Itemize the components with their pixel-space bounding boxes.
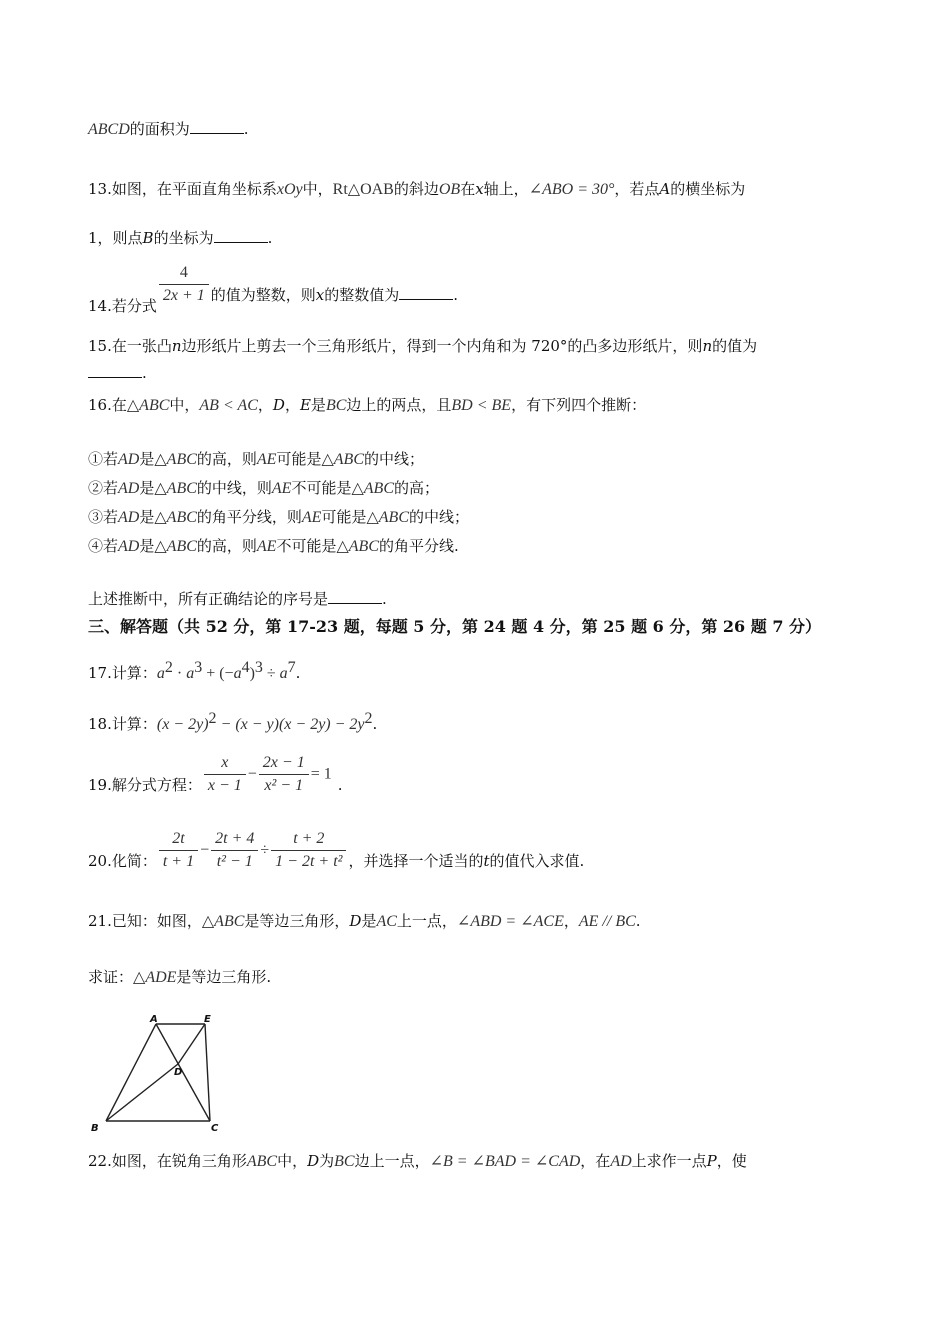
label-b: B xyxy=(91,1123,99,1134)
question-16: 16.在△ABC中，AB < AC，D，E是BC边上的两点，且BD < BE，有下列四个推断： xyxy=(88,396,647,414)
answer-blank[interactable] xyxy=(190,119,244,134)
segment-ab xyxy=(106,1024,156,1121)
section-heading: 三、解答题（共 52 分，第 17-23 题，每题 5 分，第 24 题 4 分，第 25 题 6 分，第 26 题 7 分） xyxy=(88,617,822,636)
fraction: $\frac{2t + 4}{\text{t² − 1}}$ xyxy=(211,828,258,873)
label-d: D xyxy=(174,1067,183,1078)
question-15-cont: . xyxy=(88,362,147,384)
question-22: 22.如图，在锐角三角形ABC中，D为BC边上一点，∠B = ∠BAD = ∠CAD，在AD上求作一点P，使 xyxy=(88,1152,747,1170)
question-14: 14.若分式 $\frac{4}{2x + 1}$ 的值为整数，则x的整数值为 . xyxy=(88,264,459,315)
triangle-figure xyxy=(88,1012,233,1134)
answer-blank[interactable] xyxy=(399,285,453,300)
fraction: $\frac{4}{2x + 1}$ xyxy=(159,262,209,307)
question-20: 20.化简： $\frac{2t}{t + 1}$ − $\frac{2t + 4}{\text{t² − 1}}$ ÷ $\frac{t + 2}{\text{1 − 2t + t²}}$ ，并选择一个适当的t的值代入求值. xyxy=(88,828,584,873)
inference-3: ③若AD是△ABC的角平分线，则AE可能是△ABC的中线； xyxy=(88,508,470,526)
segment-de xyxy=(178,1024,205,1064)
question-21: 21.已知：如图，△ABC是等边三角形，D是AC上一点，∠ABD = ∠ACE，AE // BC. xyxy=(88,912,641,930)
label-a: A xyxy=(150,1014,158,1025)
question-17: 17.计算：$a^2 \cdot a^3 + (-a^4)^3 \div a^7$. xyxy=(88,659,301,682)
answer-blank[interactable] xyxy=(328,589,382,604)
question-19: 19.解分式方程： $\frac{x}{x - 1}$ − $\frac{2x - 1}{\text{x² − 1}}$ = 1. xyxy=(88,752,343,797)
inference-4: ④若AD是△ABC的高，则AE不可能是△ABC的角平分线. xyxy=(88,537,459,555)
inference-1: ①若AD是△ABC的高，则AE可能是△ABC的中线； xyxy=(88,450,425,468)
segment-ac xyxy=(156,1024,210,1121)
fraction: $\frac{x}{x - 1}$ xyxy=(204,752,246,797)
fraction: $\frac{2t}{t + 1}$ xyxy=(159,828,198,873)
inference-2: ②若AD是△ABC的中线，则AE不可能是△ABC的高； xyxy=(88,479,440,497)
question-15: 15.在一张凸n边形纸片上剪去一个三角形纸片，得到一个内角和为 720°的凸多边形纸片，则n的值为 xyxy=(88,337,758,355)
question-16-conclusion: 上述推断中，所有正确结论的序号是 . xyxy=(88,590,387,608)
answer-blank[interactable] xyxy=(88,363,142,378)
question-21-proof: 求证：△ADE是等边三角形. xyxy=(88,968,272,986)
question-13: 13.如图，在平面直角坐标系xOy中，Rt△OAB的斜边OB在x轴上，∠ABO = 30°，若点A的横坐标为 xyxy=(88,180,746,198)
question-18: 18.计算：$(x - 2y)^2 - (x - y)(x - 2y) - 2y^2$. xyxy=(88,710,378,733)
segment-bd xyxy=(106,1064,178,1121)
label-c: C xyxy=(211,1123,219,1134)
label-e: E xyxy=(204,1014,211,1025)
q12-tail: ABCD的面积为 . xyxy=(88,120,249,138)
question-13-cont: 1，则点B的坐标为 . xyxy=(88,229,273,247)
segment-ec xyxy=(205,1024,210,1121)
fraction: $\frac{2x - 1}{\text{x² − 1}}$ xyxy=(259,752,309,797)
fraction: $\frac{t + 2}{\text{1 − 2t + t²}}$ xyxy=(271,828,346,873)
answer-blank[interactable] xyxy=(214,228,268,243)
